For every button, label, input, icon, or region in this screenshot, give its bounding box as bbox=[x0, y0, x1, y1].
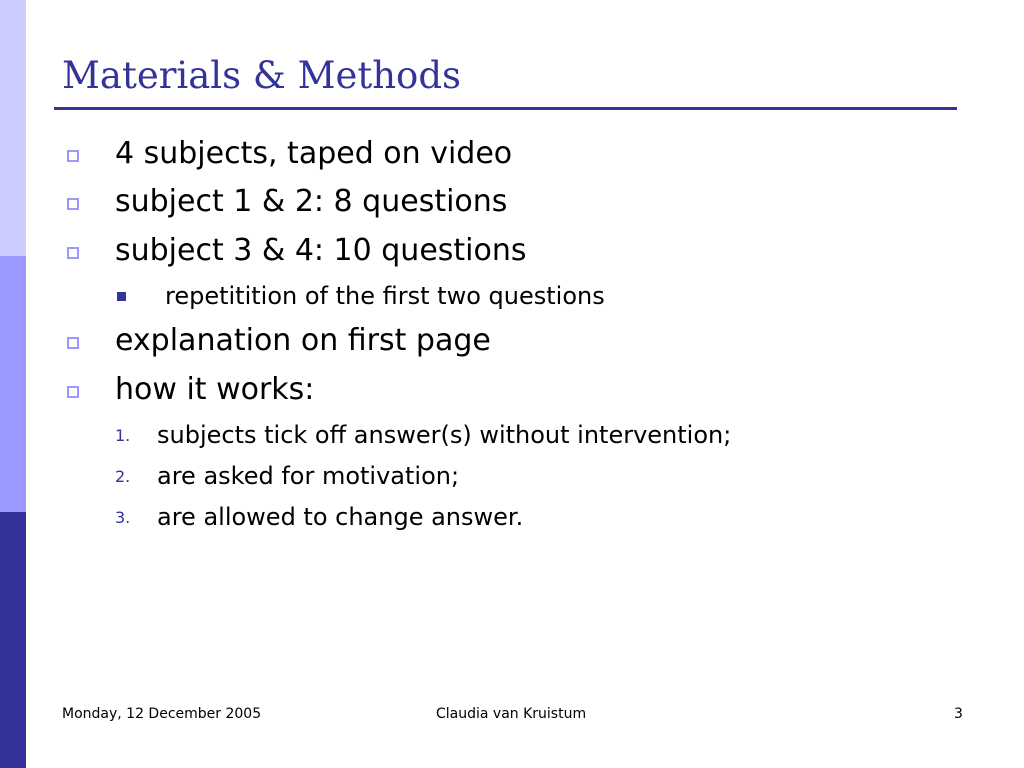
solid-square-bullet-icon bbox=[117, 292, 126, 301]
bullet-item-explanation: explanation on first page bbox=[115, 323, 491, 358]
footer-author: Claudia van Kruistum bbox=[436, 706, 587, 722]
numbered-item-change-answer: are allowed to change answer. bbox=[157, 503, 524, 531]
slide-title: Materials & Methods bbox=[62, 54, 461, 97]
hollow-square-bullet-icon bbox=[67, 150, 79, 162]
numbered-marker: 1. bbox=[115, 426, 131, 445]
bullet-item-how-it-works: how it works: bbox=[115, 372, 315, 407]
footer-date: Monday, 12 December 2005 bbox=[62, 706, 262, 722]
bullet-item-subject-3-4: subject 3 & 4: 10 questions bbox=[115, 233, 527, 268]
sub-bullet-repetition: repetitition of the first two questions bbox=[165, 282, 605, 310]
hollow-square-bullet-icon bbox=[67, 247, 79, 259]
numbered-marker: 2. bbox=[115, 467, 131, 486]
bullet-item-subjects: 4 subjects, taped on video bbox=[115, 136, 513, 171]
hollow-square-bullet-icon bbox=[67, 386, 79, 398]
hollow-square-bullet-icon bbox=[67, 198, 79, 210]
bullet-item-subject-1-2: subject 1 & 2: 8 questions bbox=[115, 184, 508, 219]
numbered-marker: 3. bbox=[115, 508, 131, 527]
numbered-item-motivation: are asked for motivation; bbox=[157, 462, 460, 490]
numbered-item-tick-off: subjects tick off answer(s) without intervention; bbox=[157, 421, 732, 449]
footer-page-number: 3 bbox=[954, 706, 963, 722]
hollow-square-bullet-icon bbox=[67, 337, 79, 349]
